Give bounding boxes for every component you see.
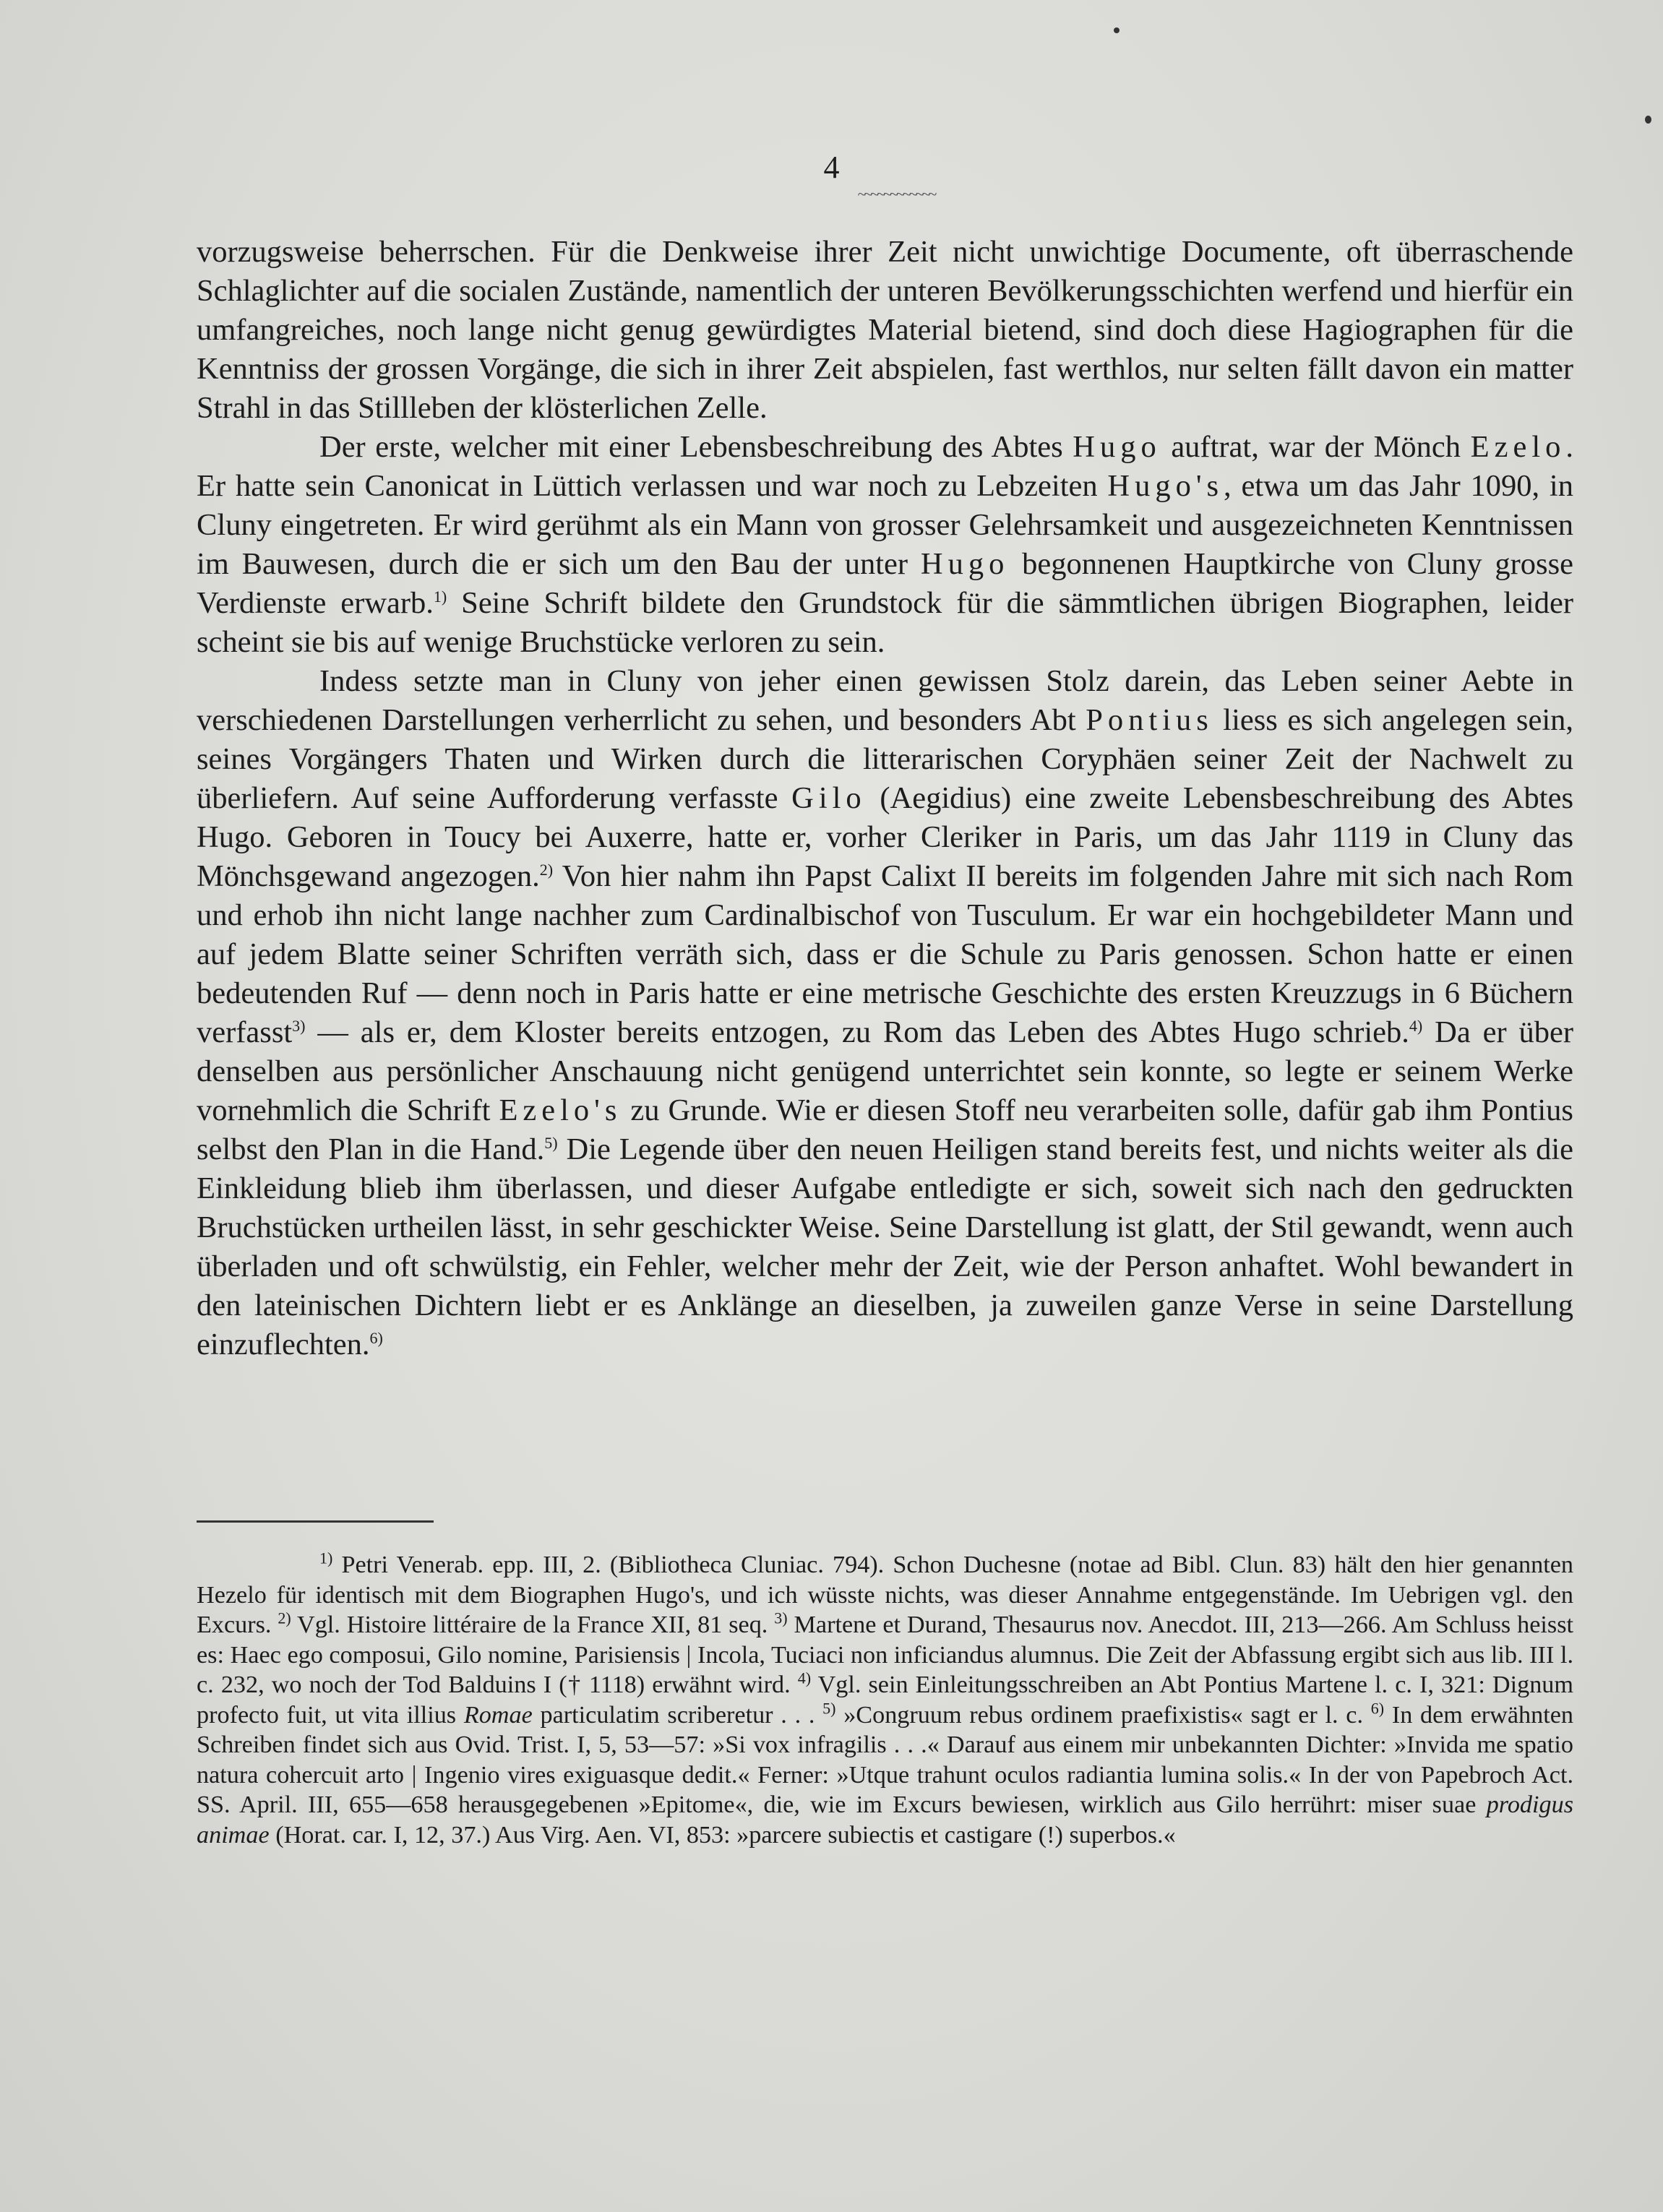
footnote-text: Petri Venerab. epp. III, 2. (Bibliotheca Cluniac. 794). Schon Duchesne (notae ad Bibl. Clun. 83) hält den hier genannten Hezelo für identisch mit dem Biographen Hugo's, und ich wüsste nichts, was dieser Annahme entgegenstände. Im Uebrigen vgl. den Excurs. (197, 1552, 1573, 1638)
text-run: begonnenen Hauptkirche von Cluny grosse Verdienste erwarb. (197, 547, 1573, 620)
footnote-ref: 4) (1409, 1016, 1423, 1035)
text-run: (Aegidius) eine zweite Lebensbeschreibung des Abtes Hugo. Geboren in Toucy bei Auxerre, hatte er, vorher Cleriker in Paris, um das Jahr 1119 in Cluny das Mönchsgewand angezogen. (197, 781, 1574, 893)
footnote-text: (Horat. car. I, 12, 37.) Aus Virg. Aen. VI, 853: »parcere subiectis et castigare (!) superbos.« (269, 1821, 1176, 1849)
margin-speck (1645, 116, 1651, 124)
spaced-name: Ezelo (1470, 430, 1566, 464)
footnote-marker: 4) (797, 1669, 812, 1687)
text-run: zu Grunde. Wie er diesen Stoff neu verarbeiten solle, dafür gab ihm Pontius selbst den Plan in die Hand. (197, 1093, 1573, 1166)
spaced-name: Hugo's (1107, 469, 1224, 503)
spaced-name: Hugo (1073, 430, 1161, 464)
text-run: Von hier nahm ihn Papst Calixt II bereits im folgenden Jahre mit sich nach Rom und erhob ihn nicht lange nachher zum Cardinalbischof von Tusculum. Er war ein hochgebildeter Mann und auf jedem Blatte seiner Schriften verräth sich, dass er die Schule zu Paris genossen. Schon hatte er einen bedeutenden Ruf — denn noch in Paris hatte er eine metrische Geschichte des ersten Kreuzzugs in 6 Büchern verfasst (197, 859, 1573, 1049)
text-run: Indess setzte man in Cluny von jeher einen gewissen Stolz darein, das Leben seiner Aebte in verschiedenen Darstellungen verherrlicht zu sehen, und besonders Abt (197, 664, 1573, 737)
footnote-text: Vgl. sein Einleitungsschreiben an Abt Pontius Martene l. c. I, 321: Dignum profecto fuit, ut vita illius (197, 1671, 1573, 1729)
paragraph (197, 428, 1573, 662)
page-number: 4 (823, 150, 840, 185)
spaced-name: Pontius (1086, 703, 1213, 737)
footnote-marker: 6) (1370, 1699, 1385, 1718)
paragraph: vorzugsweise beherrschen. Für die Denkweise ihrer Zeit nicht unwichtige Documente, oft überraschende Schlaglichter auf die socialen Zustände, namentlich der unteren Bevölkerungsschichten werfend und hierfür ein umfangreiches, noch lange nicht genug gewürdigtes Material bietend, sind doch diese Hagiographen für die Kenntniss der grossen Vorgänge, die sich in ihrer Zeit abspielen, fast werthlos, nur selten fällt davon ein matter Strahl in das Stillleben der klösterlichen Zelle. (197, 235, 1573, 425)
margin-speck (1114, 27, 1120, 33)
spaced-name: Hugo (920, 547, 1010, 581)
footnote-italic: Romae (463, 1701, 533, 1729)
footnote-italic: prodigus animae (197, 1791, 1573, 1849)
footnotes (197, 1550, 1573, 1850)
footnote-text: Vgl. Histoire littéraire de la France XII, 81 seq. (291, 1611, 775, 1638)
footnote-ref: 2) (539, 860, 554, 879)
footnote-text: In dem erwähnten Schreiben findet sich aus Ovid. Trist. I, 5, 53—57: »Si vox infragilis . . .« Darauf aus einem mir unbekannten Dichter: »Invida me spatio natura cohercuit arto | Ingenio vires exiguasque dedit.« Ferner: »Utque trahunt oculos radiantia lumina solis.« In der von Papebroch Act. SS. April. III, 655—658 herausgegebenen »Epitome«, die, wie im Excurs bewiesen, wirklich aus Gilo herrührt: miser suae (197, 1701, 1573, 1818)
footnote-ref: 1) (433, 587, 447, 606)
text-run: Seine Schrift bildete den Grundstock für die sämmtlichen übrigen Biographen, leider scheint sie bis auf wenige Bruchstücke verloren zu sein. (197, 586, 1574, 659)
footnote-block (197, 1550, 1573, 1850)
footnote-text: particulatim scriberetur . . . (532, 1701, 823, 1729)
footnote-ref: 3) (292, 1016, 306, 1035)
spaced-name: Ezelo's (499, 1093, 622, 1127)
text-run: auftrat, war der Mönch (1161, 430, 1471, 464)
text-run: . Er hatte sein Canonicat in Lüttich verlassen und war noch zu Lebzeiten (197, 430, 1573, 503)
main-text (197, 233, 1573, 1364)
footnote-ref: 5) (544, 1133, 558, 1152)
footnote-marker: 2) (278, 1609, 291, 1627)
text-run: — als er, dem Kloster bereits entzogen, zu Rom das Leben des Abtes Hugo schrieb. (305, 1015, 1409, 1049)
footnote-marker: 1) (319, 1549, 333, 1567)
footnote-marker: 5) (822, 1699, 836, 1718)
ornament: ~~~~~~~~~~~~ (857, 185, 935, 203)
footnote-text: »Congruum rebus ordinem praefixistis« sagt er l. c. (835, 1701, 1371, 1729)
footnote-divider (197, 1520, 434, 1523)
text-run: Die Legende über den neuen Heiligen stand bereits fest, und nichts weiter als die Einkleidung blieb ihm überlassen, und dieser Aufgabe entledigte er sich, soweit sich nach den gedruckten Bruchstücken urtheilen lässt, in sehr geschickter Weise. Seine Darstellung ist glatt, der Stil gewandt, wenn auch überladen und oft schwülstig, ein Fehler, welcher mehr der Zeit, wie der Person anhaftet. Wohl bewandert in den lateinischen Dichtern liebt er es Anklänge an dieselben, ja zuweilen ganze Verse in seine Darstellung einzuflechten. (197, 1132, 1574, 1361)
footnote-ref: 6) (369, 1328, 383, 1347)
text-run: , etwa um das Jahr 1090, in Cluny eingetreten. Er wird gerühmt als ein Mann von grosser Gelehrsamkeit und ausgezeichneten Kenntnissen im Bauwesen, durch die er sich um den Bau der unter (197, 469, 1573, 581)
text-run: Da er über denselben aus persönlicher Anschauung nicht genügend unterrichtet sein konnte, so legte er seinem Werke vornehmlich die Schrift (197, 1015, 1573, 1127)
spaced-name: Gilo (791, 781, 867, 815)
paragraph (197, 662, 1573, 1364)
footnote-marker: 3) (774, 1609, 788, 1627)
text-run: liess es sich angelegen sein, seines Vorgängers Thaten und Wirken durch die litterarischen Coryphäen seiner Zeit der Nachwelt zu überliefern. Auf seine Aufforderung verfasste (197, 703, 1573, 815)
footnote-text: Martene et Durand, Thesaurus nov. Anecdot. III, 213—266. Am Schluss heisst es: Haec ego composui, Gilo nomine, Parisiensis | Incola, Tuciaci non inficiandus alumnus. Die Zeit der Abfassung ergibt sich aus lib. III l. c. 232, wo noch der Tod Balduins I († 1118) erwähnt wird. (197, 1611, 1573, 1698)
text-run: Der erste, welcher mit einer Lebensbeschreibung des Abtes (319, 430, 1073, 464)
